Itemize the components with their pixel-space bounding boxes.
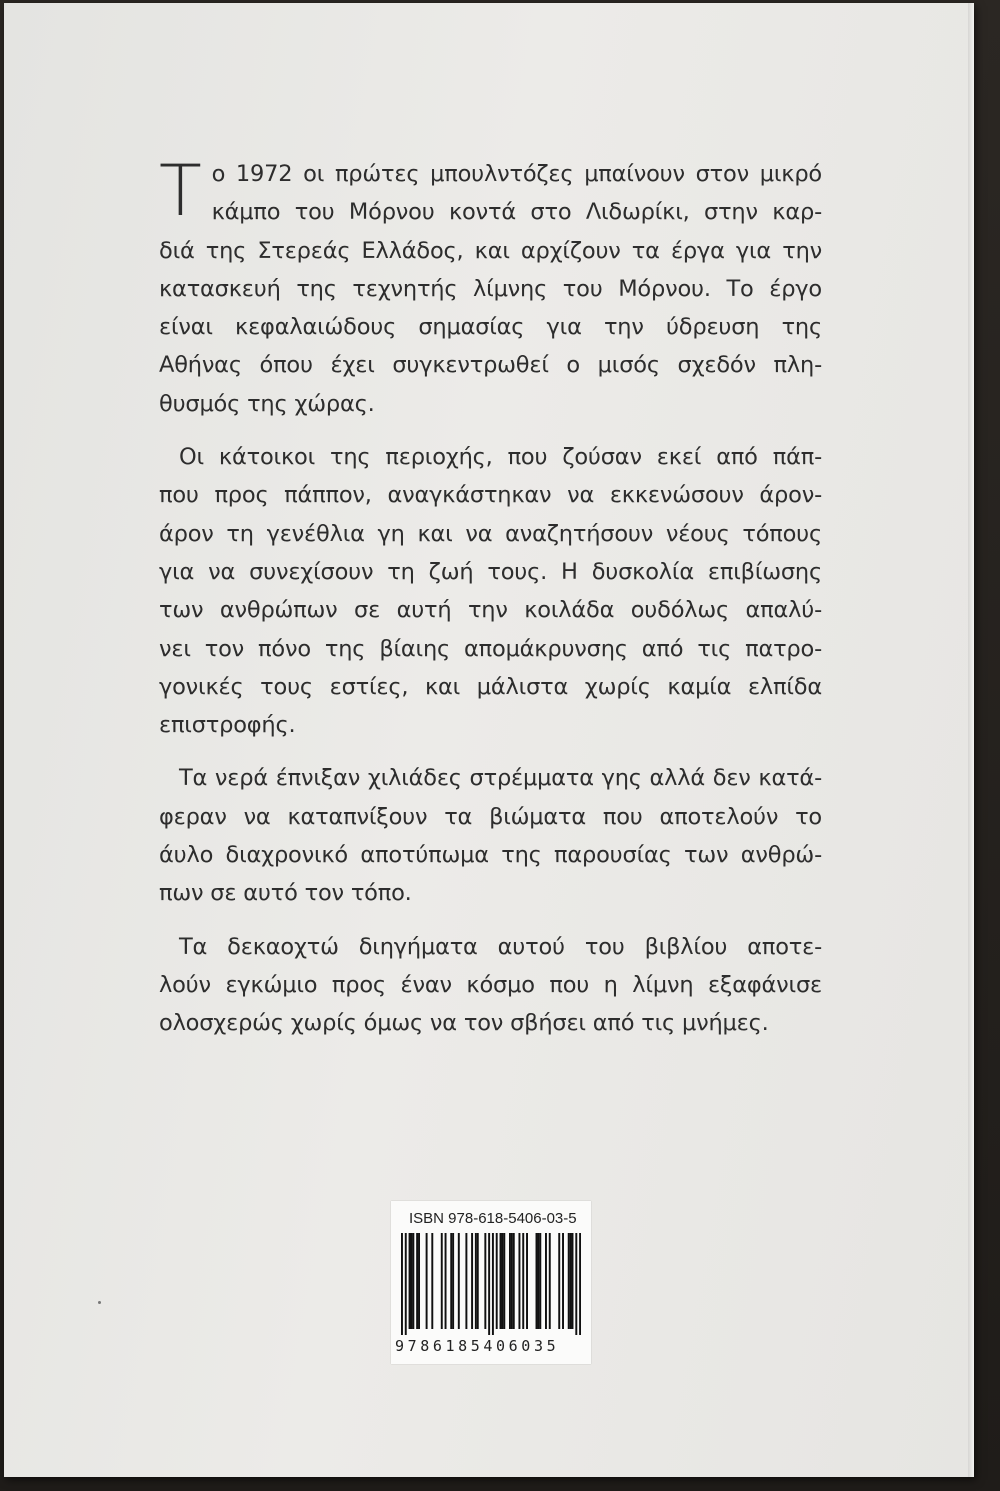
barcode-bar [579, 1233, 581, 1335]
text-line: κατασκευή της τεχνητής λίμνης του Μόρνου. Το έργο [159, 275, 822, 302]
cover-edge [968, 3, 974, 1477]
barcode-icon [401, 1233, 581, 1335]
text-line: Αθήνας όπου έχει συγκεντρωθεί ο μισός σχεδόν πλη- [159, 352, 822, 379]
barcode-bar [452, 1233, 454, 1329]
barcode-bar [537, 1233, 539, 1329]
barcode-bar [558, 1233, 560, 1329]
barcode-bar [445, 1233, 447, 1329]
barcode-bar [536, 1233, 538, 1329]
text-line: πων σε αυτό τον τόπο. [159, 880, 412, 907]
text-line: ο 1972 οι πρώτες μπουλντόζες μπαίνουν στον μικρό [211, 161, 822, 187]
barcode-bar [458, 1233, 460, 1329]
barcode-bar [503, 1233, 505, 1329]
text-line: επιστροφής. [159, 712, 296, 739]
barcode-bar [518, 1233, 520, 1329]
barcode-bar [572, 1233, 574, 1329]
text-line: ολοσχερώς χωρίς όμως να τον σβήσει από τις μνήμες. [159, 1010, 769, 1037]
barcode-bar [496, 1233, 498, 1329]
blurb-paragraph-4 [159, 928, 822, 1043]
dust-speck [98, 1301, 101, 1304]
barcode-bar [431, 1233, 433, 1329]
barcode-bar [410, 1233, 412, 1329]
barcode-bar [416, 1233, 418, 1329]
book-back-cover [4, 3, 974, 1477]
text-line: άρον τη γενέθλια γη και να αναζητήσουν νέους τόπους [159, 520, 822, 547]
text-line: Τα νερά έπνιξαν χιλιάδες στρέμματα γης αλλά δεν κατά- [179, 765, 822, 792]
barcode-bar [401, 1233, 403, 1335]
text-line: γονικές τους εστίες, και μάλιστα χωρίς καμία ελπίδα [159, 673, 822, 700]
barcode-bar [549, 1233, 551, 1329]
text-line: των ανθρώπων σε αυτή την κοιλάδα ουδόλως απαλύ- [159, 597, 822, 624]
text-line: Οι κάτοικοι της περιοχής, που ζούσαν εκεί από πάπ- [179, 444, 822, 471]
barcode-bar [441, 1233, 443, 1329]
barcode-bar [418, 1233, 420, 1329]
text-line: Τα δεκαοχτώ διηγήματα αυτού του βιβλίου αποτε- [179, 933, 822, 960]
text-line: που προς πάππον, αναγκάστηκαν να εκκενώσουν άρον- [159, 482, 822, 509]
barcode-bar [471, 1233, 473, 1329]
isbn-barcode-label [391, 1201, 591, 1364]
barcode-bar [568, 1233, 570, 1329]
barcode-bar [501, 1233, 503, 1329]
blurb-paragraph-1 [159, 150, 822, 423]
text-line: διά της Στερεάς Ελλάδος, και αρχίζουν τα έργα για την [159, 237, 822, 264]
barcode-bar [513, 1233, 515, 1329]
barcode-bar [426, 1233, 428, 1329]
barcode-bar [500, 1233, 502, 1329]
text-line: φεραν να καταπνίξουν τα βιώματα που αποτελούν το [159, 803, 822, 830]
barcode-bar [570, 1233, 572, 1329]
barcode-bar [484, 1233, 486, 1329]
text-line: λούν εγκώμιο προς έναν κόσμο που η λίμνη εξαφάνισε [159, 971, 822, 998]
barcode-bar [562, 1233, 564, 1329]
text-line: άυλο διαχρονικό αποτύπωμα της παρουσίας των ανθρώ- [159, 842, 822, 869]
barcode-bar [412, 1233, 414, 1329]
barcode-bar [465, 1233, 467, 1329]
drop-cap: Τ [159, 150, 202, 232]
barcode-bar [450, 1233, 452, 1329]
barcode-bar [409, 1233, 411, 1329]
blurb-paragraph-2 [159, 438, 822, 744]
barcode-bar [509, 1233, 511, 1329]
barcode-bar [511, 1233, 513, 1329]
blurb-text [159, 150, 822, 1058]
barcode-bar [405, 1233, 407, 1335]
barcode-bar [492, 1233, 494, 1335]
barcode-bar [488, 1233, 490, 1335]
barcode-bar [539, 1233, 541, 1329]
text-line: για να συνεχίσουν τη ζωή τους. Η δυσκολία επιβίωσης [159, 558, 822, 585]
barcode-bar [522, 1233, 524, 1329]
text-line: θυσμός της χώρας. [159, 390, 375, 417]
barcode-bar [526, 1233, 528, 1329]
text-line: νει τον πόνο της βίαιης απομάκρυνσης από τις πατρο- [159, 635, 822, 662]
barcode-digits: 9786185406035 [395, 1337, 560, 1355]
barcode-bar [477, 1233, 479, 1329]
isbn-number: ISBN 978-618-5406-03-5 [409, 1210, 577, 1227]
text-line: κάμπο του Μόρνου κοντά στο Λιδωρίκι, στην καρ- [211, 199, 822, 226]
barcode-bar [475, 1233, 477, 1329]
blurb-paragraph-3 [159, 759, 822, 912]
barcode-bar [575, 1233, 577, 1335]
barcode-bar [545, 1233, 547, 1329]
text-line: είναι κεφαλαιώδους σημασίας για την ύδρευση της [159, 314, 822, 341]
